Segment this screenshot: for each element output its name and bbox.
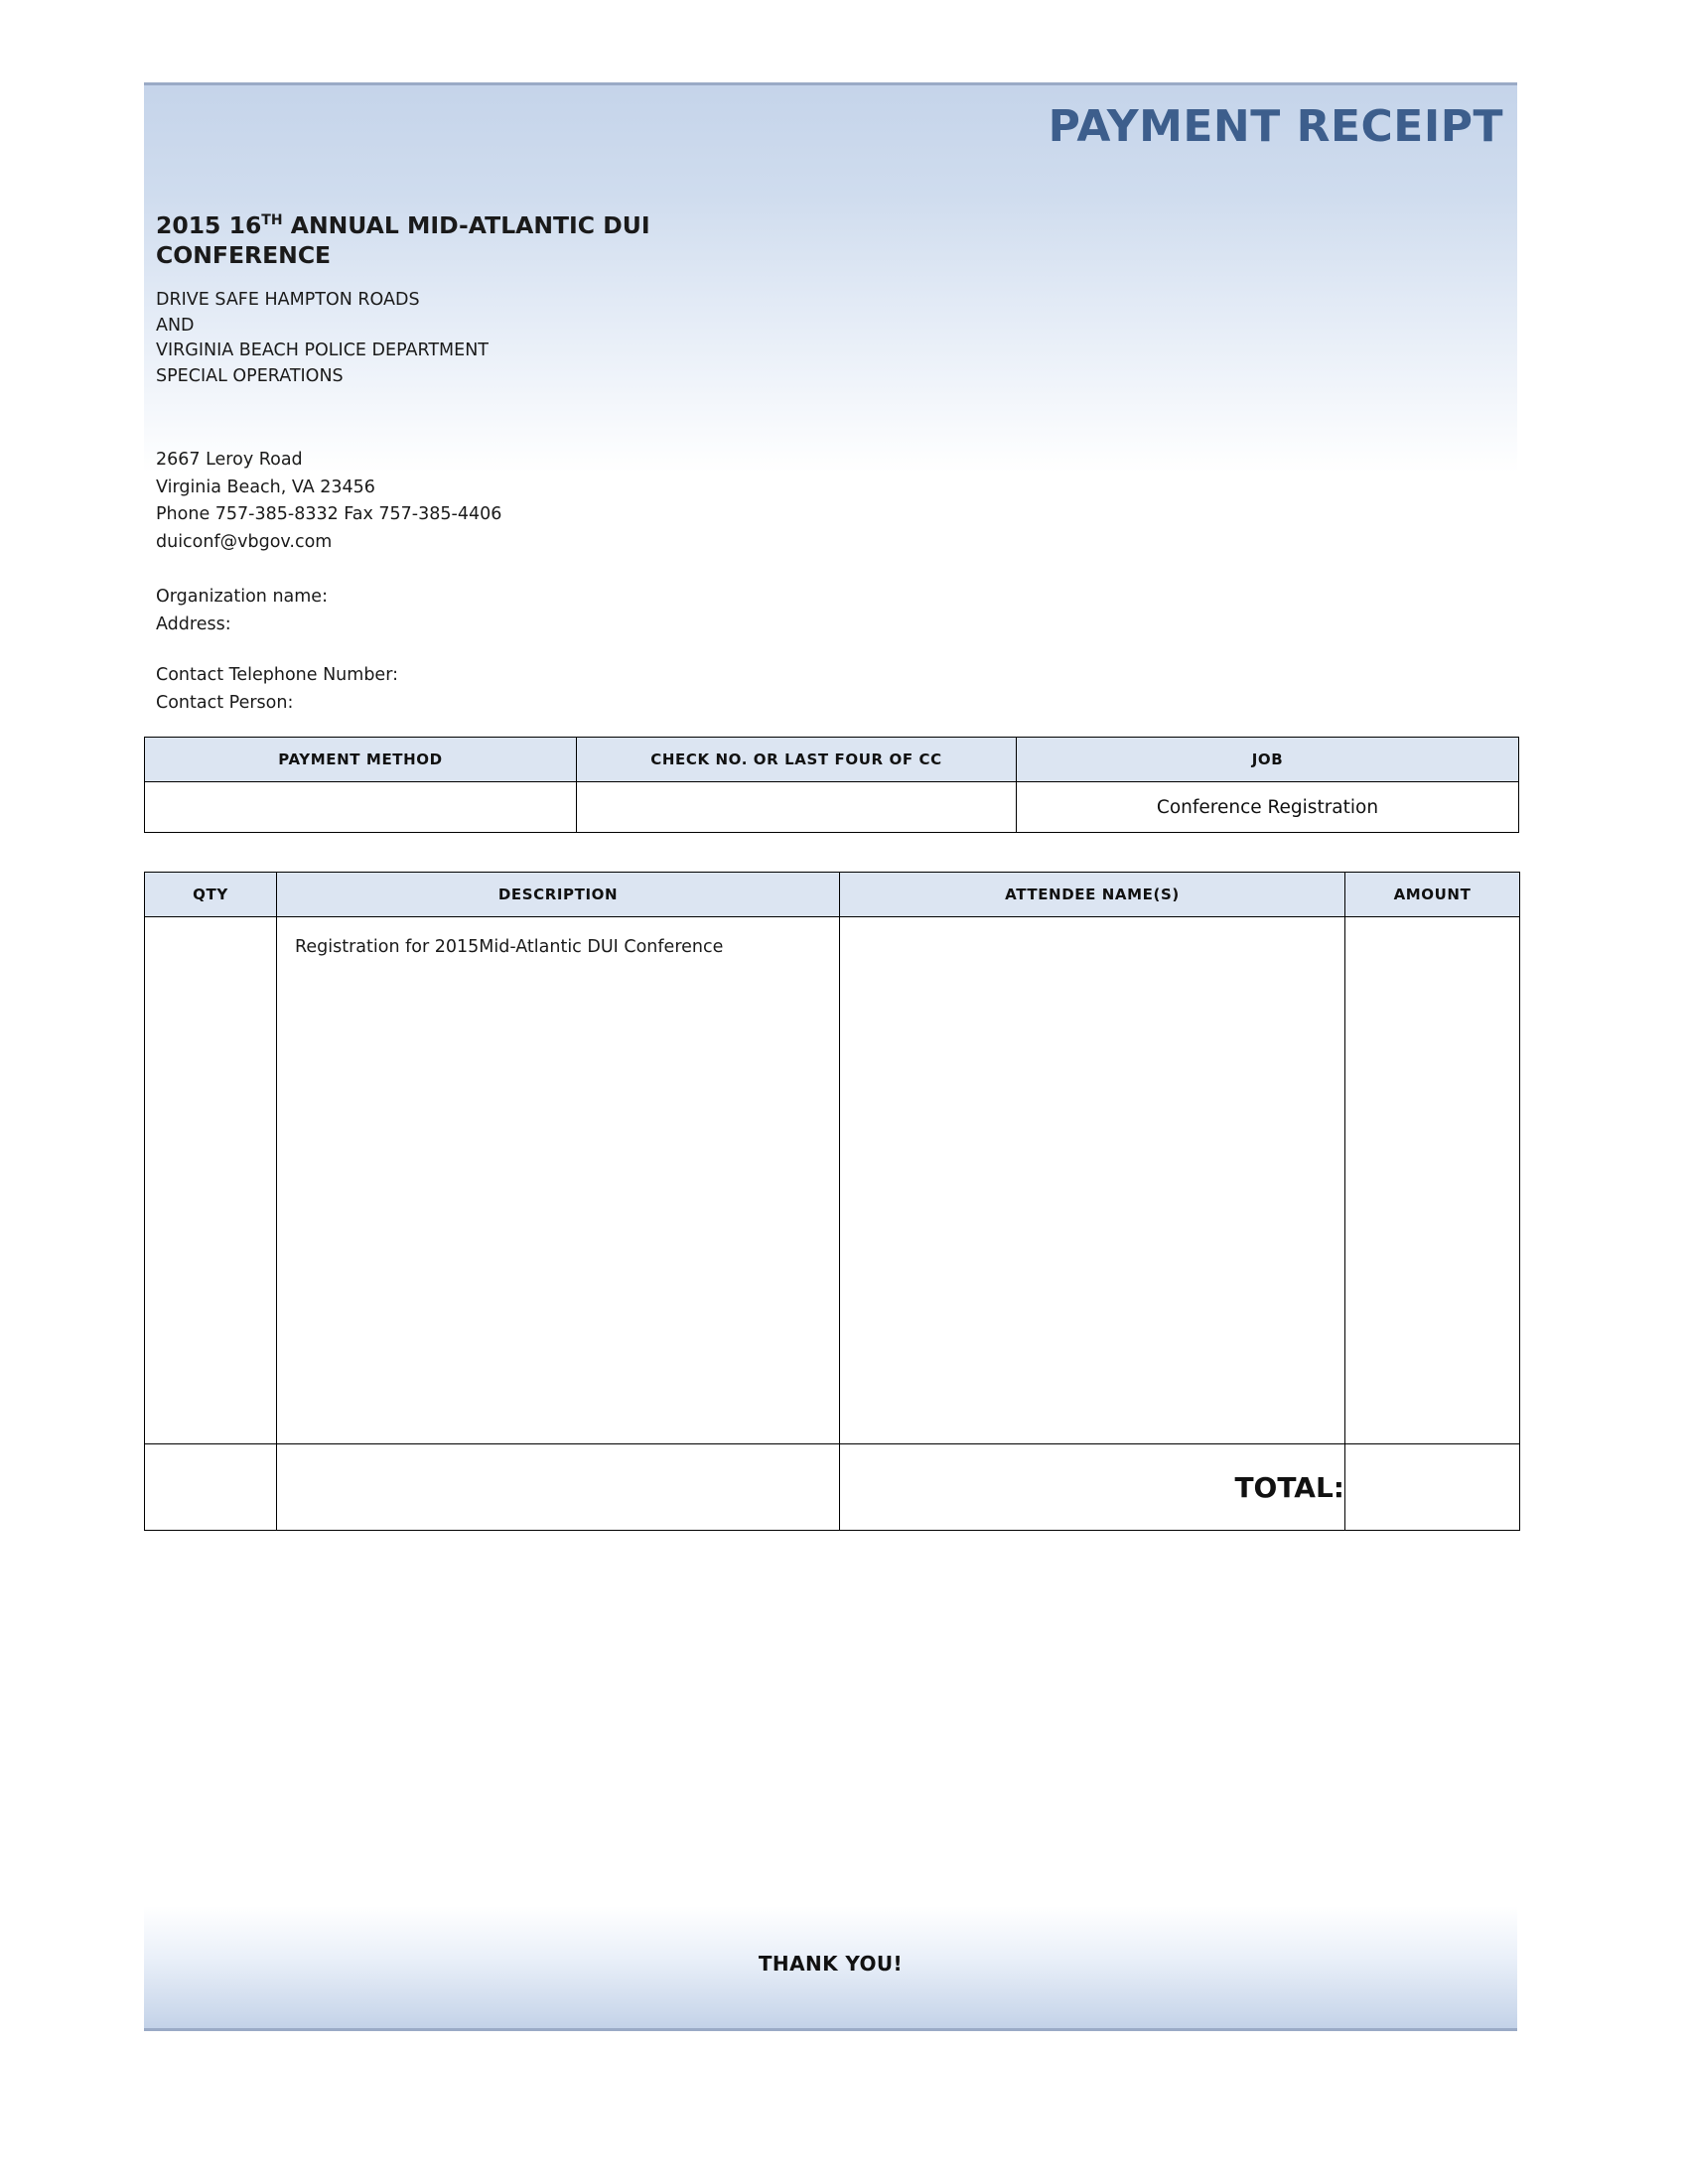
cell-description[interactable]	[277, 917, 840, 1444]
total-value[interactable]	[1345, 1444, 1520, 1531]
cell-qty[interactable]	[145, 917, 277, 1444]
organization-lines	[156, 288, 489, 389]
table-row	[145, 917, 1520, 1444]
table-header-row	[145, 873, 1520, 917]
total-label: TOTAL:	[840, 1444, 1345, 1531]
footer-band	[144, 1906, 1517, 2031]
contact-telephone-label: Contact Telephone Number:	[156, 665, 398, 685]
cell-payment-method[interactable]	[145, 782, 577, 833]
organization-name-label: Organization name:	[156, 587, 328, 607]
table-total-row	[145, 1444, 1520, 1531]
address-line: 2667 Leroy Road	[156, 450, 303, 470]
header-check-number: CHECK NO. OR LAST FOUR OF CC	[577, 738, 1017, 782]
address-line: Virginia Beach, VA 23456	[156, 477, 375, 497]
cell-job[interactable]: Conference Registration	[1017, 782, 1519, 833]
organization-line: DRIVE SAFE HAMPTON ROADS	[156, 290, 420, 310]
description-text: Registration for 2015Mid-Atlantic DUI Conference	[295, 937, 724, 957]
conference-title-ordinal: TH	[261, 212, 283, 229]
header-attendee-names: ATTENDEE NAME(S)	[840, 873, 1345, 917]
conference-title-line1-suffix: ANNUAL MID-ATLANTIC DUI	[282, 211, 650, 239]
table-row	[145, 782, 1519, 833]
header-payment-method: PAYMENT METHOD	[145, 738, 577, 782]
email-address: duiconf@vbgov.com	[156, 531, 333, 552]
payment-method-table	[144, 737, 1519, 833]
address-block	[156, 447, 501, 557]
total-row-qty-spacer	[145, 1444, 277, 1531]
line-items-table	[144, 872, 1520, 1531]
header-description: DESCRIPTION	[277, 873, 840, 917]
conference-title-line1-prefix: 2015 16	[156, 211, 262, 239]
organization-line: VIRGINIA BEACH POLICE DEPARTMENT	[156, 341, 489, 361]
total-row-description-spacer	[277, 1444, 840, 1531]
address-line: Phone 757-385-8332 Fax 757-385-4406	[156, 504, 502, 525]
organization-field-labels	[156, 584, 328, 638]
cell-attendee-names[interactable]	[840, 917, 1345, 1444]
contact-field-labels	[156, 662, 398, 717]
organization-line: AND	[156, 315, 195, 336]
table-header-row	[145, 738, 1519, 782]
header-qty: QTY	[145, 873, 277, 917]
conference-title-line2: CONFERENCE	[156, 241, 332, 270]
header-band	[144, 82, 1517, 473]
header-job: JOB	[1017, 738, 1519, 782]
cell-amount[interactable]	[1345, 917, 1520, 1444]
contact-person-label: Contact Person:	[156, 692, 294, 713]
page-title: PAYMENT RECEIPT	[1048, 101, 1503, 152]
cell-check-number[interactable]	[577, 782, 1017, 833]
organization-address-label: Address:	[156, 614, 231, 634]
thank-you-message: THANK YOU!	[758, 1952, 904, 1976]
conference-title	[156, 210, 1050, 270]
header-amount: AMOUNT	[1345, 873, 1520, 917]
organization-line: SPECIAL OPERATIONS	[156, 365, 344, 386]
